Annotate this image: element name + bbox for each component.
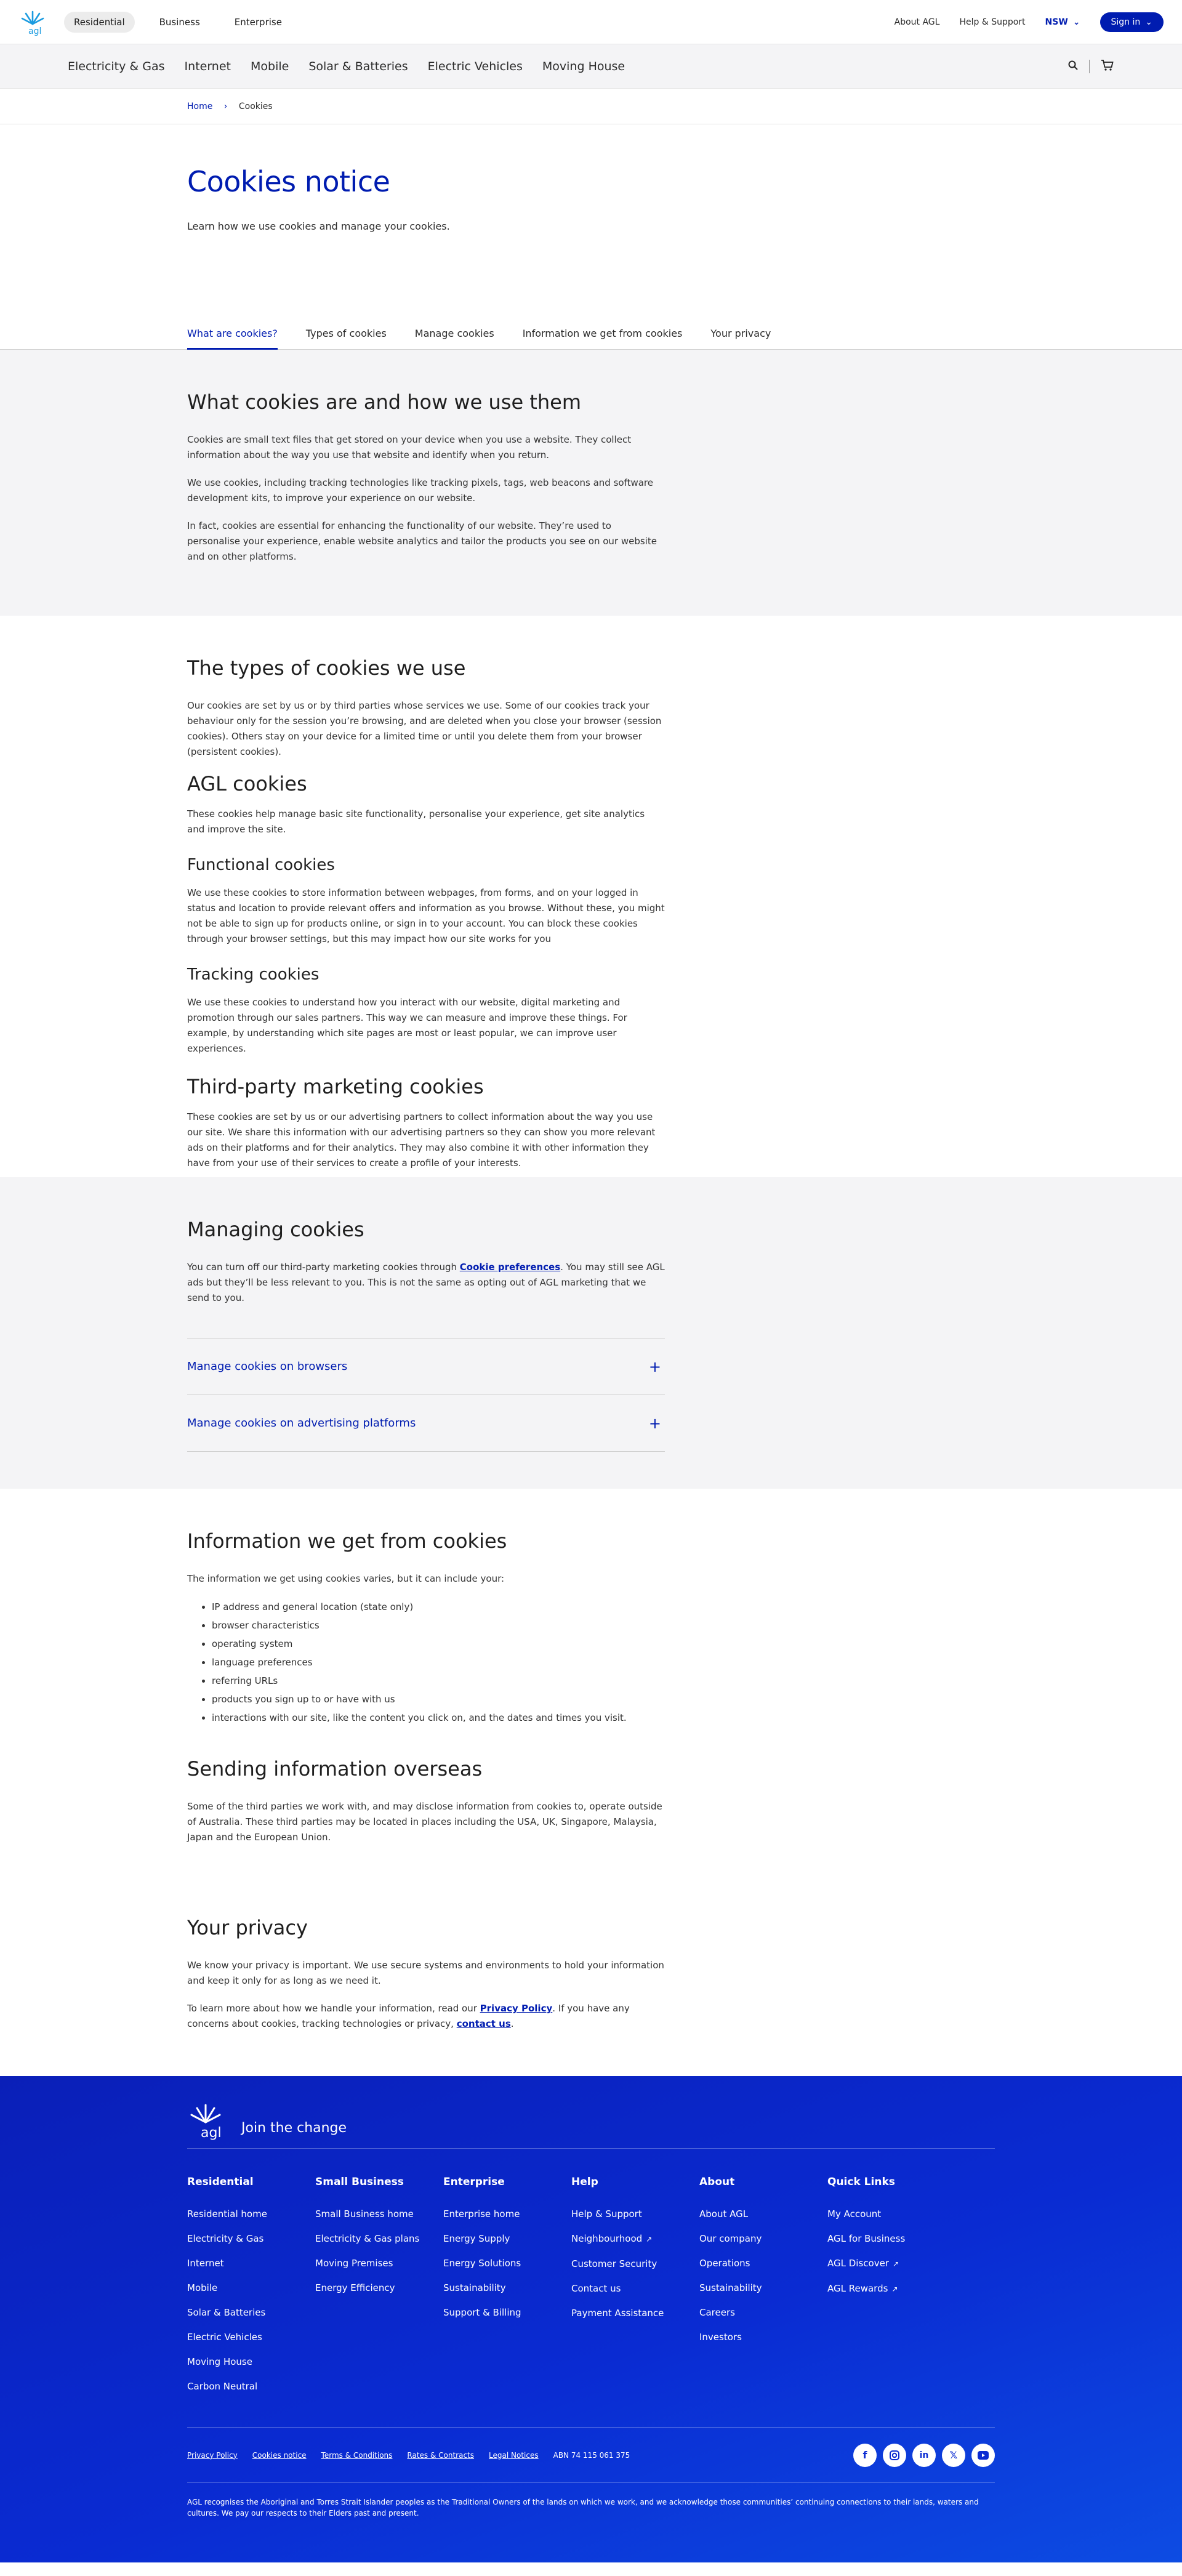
footer-col-title: Enterprise — [443, 2176, 505, 2188]
segment-enterprise[interactable]: Enterprise — [234, 16, 282, 28]
paragraph: We use cookies, including tracking technologies like tracking pixels, tags, web beacons and software development kits, to improve your experience on our website. — [187, 477, 653, 504]
footer-link[interactable]: Electricity & Gas plans — [315, 2233, 420, 2244]
section-your-privacy — [0, 1912, 1182, 2076]
nav-solar-batteries[interactable]: Solar & Batteries — [308, 59, 408, 73]
chevron-down-icon: ⌄ — [1072, 17, 1080, 27]
nav-icons — [1068, 59, 1114, 74]
nav-electric-vehicles[interactable]: Electric Vehicles — [427, 59, 523, 73]
footer-col-title: Help — [571, 2176, 598, 2188]
state-selector[interactable] — [1045, 17, 1080, 27]
nav-moving-house[interactable]: Moving House — [542, 59, 625, 73]
legal-link-terms[interactable]: Terms & Conditions — [321, 2450, 393, 2460]
footer-link-label: AGL Rewards — [827, 2283, 888, 2294]
footer-link[interactable]: Small Business home — [315, 2208, 414, 2220]
agl-logo-icon — [187, 2101, 231, 2141]
footer-link[interactable]: Electricity & Gas — [187, 2233, 264, 2244]
hero — [0, 124, 1182, 319]
footer-legal-bar — [187, 2427, 995, 2482]
legal-link-notices[interactable]: Legal Notices — [489, 2450, 539, 2460]
paragraph: In fact, cookies are essential for enhancing the functionality of our website. They’re used to personalise your experience, enable website analytics and tailor the products you see on our website and on other platforms. — [187, 520, 657, 562]
paragraph: We use these cookies to understand how you interact with our website, digital marketing and promotion through our sales partners. This way we can measure and improve these things. For example, by understanding which site pages are most or least popular, we can improve user experiences. — [187, 997, 627, 1054]
tab-types-of-cookies[interactable]: Types of cookies — [305, 328, 387, 339]
section-managing-cookies — [0, 1177, 1182, 1489]
footer-brand — [187, 2076, 995, 2149]
section-heading: The types of cookies we use — [187, 656, 466, 680]
facebook-icon[interactable]: f — [853, 2444, 877, 2467]
page-title: Cookies notice — [187, 165, 390, 198]
list-item: • operating system — [212, 1635, 665, 1653]
footer-link[interactable] — [827, 2251, 955, 2276]
info-list — [187, 1598, 665, 1727]
footer-link[interactable]: Internet — [187, 2258, 224, 2269]
external-link-icon: ↗ — [892, 2260, 899, 2268]
footer-link[interactable]: Moving House — [187, 2356, 252, 2367]
section-heading: Information we get from cookies — [187, 1529, 507, 1553]
footer-link[interactable]: My Account — [827, 2208, 882, 2220]
footer-link-label: AGL Discover — [827, 2258, 889, 2269]
footer-link[interactable]: Help & Support — [571, 2208, 642, 2220]
footer-col-quick-links — [827, 2176, 955, 2399]
subheading-third-party-cookies: Third-party marketing cookies — [187, 1075, 484, 1098]
x-twitter-icon[interactable]: 𝕏 — [942, 2444, 965, 2467]
top-bar — [0, 0, 1182, 44]
sign-in-label: Sign in — [1111, 17, 1141, 27]
cookie-preferences-link[interactable]: Cookie preferences — [459, 1262, 561, 1273]
footer-link[interactable]: Mobile — [187, 2282, 218, 2293]
footer-link[interactable]: Investors — [699, 2332, 742, 2343]
legal-link-rates[interactable]: Rates & Contracts — [407, 2450, 475, 2460]
cart-icon[interactable] — [1101, 59, 1114, 74]
footer-link[interactable]: Carbon Neutral — [187, 2381, 258, 2392]
footer-columns — [187, 2176, 995, 2399]
legal-link-privacy[interactable]: Privacy Policy — [187, 2450, 238, 2460]
help-support-link[interactable]: Help & Support — [959, 17, 1026, 27]
footer-link[interactable] — [827, 2276, 955, 2301]
segment-switcher — [64, 12, 292, 33]
instagram-icon[interactable] — [883, 2444, 906, 2467]
plus-icon: + — [648, 1414, 661, 1432]
list-item: • interactions with our site, like the content you click on, and the dates and times you visit. — [212, 1709, 665, 1727]
social-links — [853, 2444, 995, 2467]
section-tabs — [0, 319, 1182, 350]
breadcrumb-bar — [0, 89, 1182, 124]
footer-link[interactable]: Support & Billing — [443, 2307, 521, 2318]
manage-accordion — [187, 1338, 665, 1452]
footer-link[interactable]: Enterprise home — [443, 2208, 520, 2220]
text: To learn more about how we handle your information, read our — [187, 2003, 480, 2014]
accordion-browsers[interactable] — [187, 1338, 665, 1395]
subheading-functional-cookies: Functional cookies — [187, 856, 335, 874]
section-heading: What cookies are and how we use them — [187, 390, 581, 414]
acknowledgement-text: AGL recognises the Aboriginal and Torres Strait Islander peoples as the Traditional Owners of the lands on which we work, and we acknowledge those communities’ continuing connections to their lands, waters and cultures. We pay our respects to their Elders past and present. — [187, 2482, 995, 2519]
footer-logo-text: agl — [201, 2125, 222, 2141]
breadcrumb-current: Cookies — [238, 101, 273, 111]
footer-link[interactable]: Payment Assistance — [571, 2308, 664, 2319]
external-link-icon: ↗ — [891, 2285, 898, 2293]
section-heading: Managing cookies — [187, 1218, 364, 1241]
paragraph: The information we get using cookies varies, but it can include your: — [187, 1573, 505, 1584]
sign-in-button[interactable] — [1100, 12, 1164, 32]
tab-manage-cookies[interactable]: Manage cookies — [414, 328, 494, 339]
youtube-icon[interactable] — [971, 2444, 995, 2467]
footer-link[interactable]: Residential home — [187, 2208, 267, 2220]
footer-col-about — [699, 2176, 827, 2399]
breadcrumb — [187, 102, 995, 111]
agl-logo-icon — [18, 8, 47, 36]
paragraph: These cookies help manage basic site functionality, personalise your experience, get site analytics and improve the site. — [187, 808, 645, 835]
section-information-from-cookies — [0, 1489, 1182, 1757]
contact-us-link[interactable]: contact us — [456, 2018, 511, 2029]
footer-link[interactable]: Moving Premises — [315, 2258, 393, 2269]
paragraph — [187, 2001, 665, 2032]
footer-link[interactable]: About AGL — [699, 2208, 749, 2220]
nav-divider — [1089, 60, 1090, 73]
footer-link[interactable]: Operations — [699, 2258, 750, 2269]
footer-link[interactable]: Energy Supply — [443, 2233, 510, 2244]
list-item: • IP address and general location (state only) — [212, 1598, 665, 1616]
footer-link[interactable]: Energy Solutions — [443, 2258, 521, 2269]
footer-col-title: Quick Links — [827, 2176, 895, 2188]
footer-link[interactable]: Solar & Batteries — [187, 2307, 266, 2318]
nav-mobile[interactable]: Mobile — [251, 59, 289, 73]
paragraph: We use these cookies to store information between webpages, from forms, and on your logged in status and location to provide relevant offers and information as you browse. Without these, you might not be able to sign up for products online, or sign in to your account. You can block these cookies through your browser settings, but this may impact how our site works for you — [187, 887, 665, 944]
search-icon[interactable] — [1068, 60, 1078, 73]
list-item: • browser characteristics — [212, 1616, 665, 1635]
privacy-policy-link[interactable]: Privacy Policy — [480, 2003, 553, 2014]
chevron-down-icon: ⌄ — [1145, 17, 1152, 27]
section-what-are-cookies — [0, 350, 1182, 616]
paragraph — [187, 1260, 665, 1306]
footer-link[interactable] — [571, 2226, 699, 2252]
site-footer — [0, 2076, 1182, 2562]
section-overseas — [0, 1757, 1182, 1912]
list-item: • referring URLs — [212, 1672, 665, 1690]
abn-text: ABN 74 115 061 375 — [553, 2450, 630, 2460]
chevron-right-icon: › — [223, 101, 228, 111]
footer-col-enterprise — [443, 2176, 571, 2399]
footer-col-title: Residential — [187, 2176, 254, 2188]
footer-col-help — [571, 2176, 699, 2399]
tab-information-from-cookies[interactable]: Information we get from cookies — [522, 328, 683, 339]
paragraph: Our cookies are set by us or by third parties whose services we use. Some of our cookies track your behaviour only for the session you’re browsing, and are deleted when you close your browser (session cookies). Others stay on your device for a limited time or until you delete them from your browser (persistent cookies). — [187, 700, 662, 757]
about-agl-link[interactable]: About AGL — [894, 17, 940, 27]
footer-link[interactable]: Sustainability — [699, 2282, 762, 2293]
legal-links — [187, 2451, 630, 2460]
tab-what-are-cookies[interactable]: What are cookies? — [187, 319, 278, 350]
footer-col-residential — [187, 2176, 315, 2399]
section-heading: Sending information overseas — [187, 1757, 483, 1781]
text: . You may still see AGL ads but they’ll be less relevant to you. This is not the same as opting out of AGL marketing that we send to you. — [187, 1262, 665, 1303]
subheading-tracking-cookies: Tracking cookies — [187, 965, 320, 984]
breadcrumb-home[interactable]: Home — [187, 101, 213, 111]
agl-logo[interactable] — [18, 8, 47, 36]
main-nav — [0, 44, 1182, 89]
accordion-label: Manage cookies on browsers — [187, 1360, 348, 1373]
footer-link[interactable]: Our company — [699, 2233, 762, 2244]
subheading-agl-cookies: AGL cookies — [187, 772, 307, 795]
nav-internet[interactable]: Internet — [184, 59, 231, 73]
section-types-of-cookies — [0, 616, 1182, 1177]
footer-link[interactable]: Sustainability — [443, 2282, 506, 2293]
external-link-icon: ↗ — [646, 2235, 653, 2244]
svg-text:agl: agl — [28, 26, 42, 36]
text: . If you have any concerns about cookies, tracking technologies or privacy, — [187, 2003, 630, 2029]
footer-tagline: Join the change — [241, 2120, 347, 2136]
linkedin-icon[interactable]: in — [912, 2444, 936, 2467]
list-item: • language preferences — [212, 1653, 665, 1672]
segment-business[interactable]: Business — [159, 16, 200, 28]
legal-link-cookies[interactable]: Cookies notice — [252, 2450, 307, 2460]
accordion-advertising-platforms[interactable] — [187, 1395, 665, 1452]
plus-icon: + — [648, 1358, 661, 1375]
footer-link[interactable]: Electric Vehicles — [187, 2332, 262, 2343]
footer-col-title: Small Business — [315, 2176, 404, 2188]
footer-col-title: About — [699, 2176, 735, 2188]
footer-link[interactable]: AGL for Business — [827, 2233, 906, 2244]
footer-link[interactable]: Contact us — [571, 2283, 621, 2294]
footer-link-label: Neighbourhood — [571, 2233, 643, 2244]
section-heading: Your privacy — [187, 1916, 308, 1939]
paragraph: These cookies are set by us or our advertising partners to collect information about the way you use our site. We share this information with our advertising partners so they can show you more relevant ads on their platforms and for their analytics. They may also combine it with other information they have from your use of their services to create a profile of your interests. — [187, 1111, 656, 1169]
paragraph: Cookies are small text files that get stored on your device when you use a website. They collect information about the way you use that website and identify when you return. — [187, 434, 632, 461]
footer-col-small-business — [315, 2176, 443, 2399]
page-subtitle: Learn how we use cookies and manage your cookies. — [187, 220, 450, 232]
list-item: • products you sign up to or have with us — [212, 1690, 665, 1709]
tab-your-privacy[interactable]: Your privacy — [710, 328, 771, 339]
segment-residential[interactable]: Residential — [64, 12, 135, 33]
nav-electricity-gas[interactable]: Electricity & Gas — [68, 59, 165, 73]
footer-link[interactable]: Careers — [699, 2307, 735, 2318]
paragraph: Some of the third parties we work with, and may disclose information from cookies to, operate outside of Australia. These third parties may be located in places including the USA, UK, Singapore, Malaysia, Japan and the European Union. — [187, 1801, 662, 1843]
footer-link[interactable]: Energy Efficiency — [315, 2282, 395, 2293]
text: . — [510, 2018, 514, 2029]
paragraph: We know your privacy is important. We use secure systems and environments to hold your information and keep it only for as long as we need it. — [187, 1960, 664, 1986]
utility-nav — [895, 12, 1164, 32]
text: You can turn off our third-party marketing cookies through — [187, 1262, 460, 1273]
accordion-label: Manage cookies on advertising platforms — [187, 1417, 416, 1430]
footer-link[interactable]: Customer Security — [571, 2258, 657, 2269]
state-label: NSW — [1045, 17, 1068, 27]
